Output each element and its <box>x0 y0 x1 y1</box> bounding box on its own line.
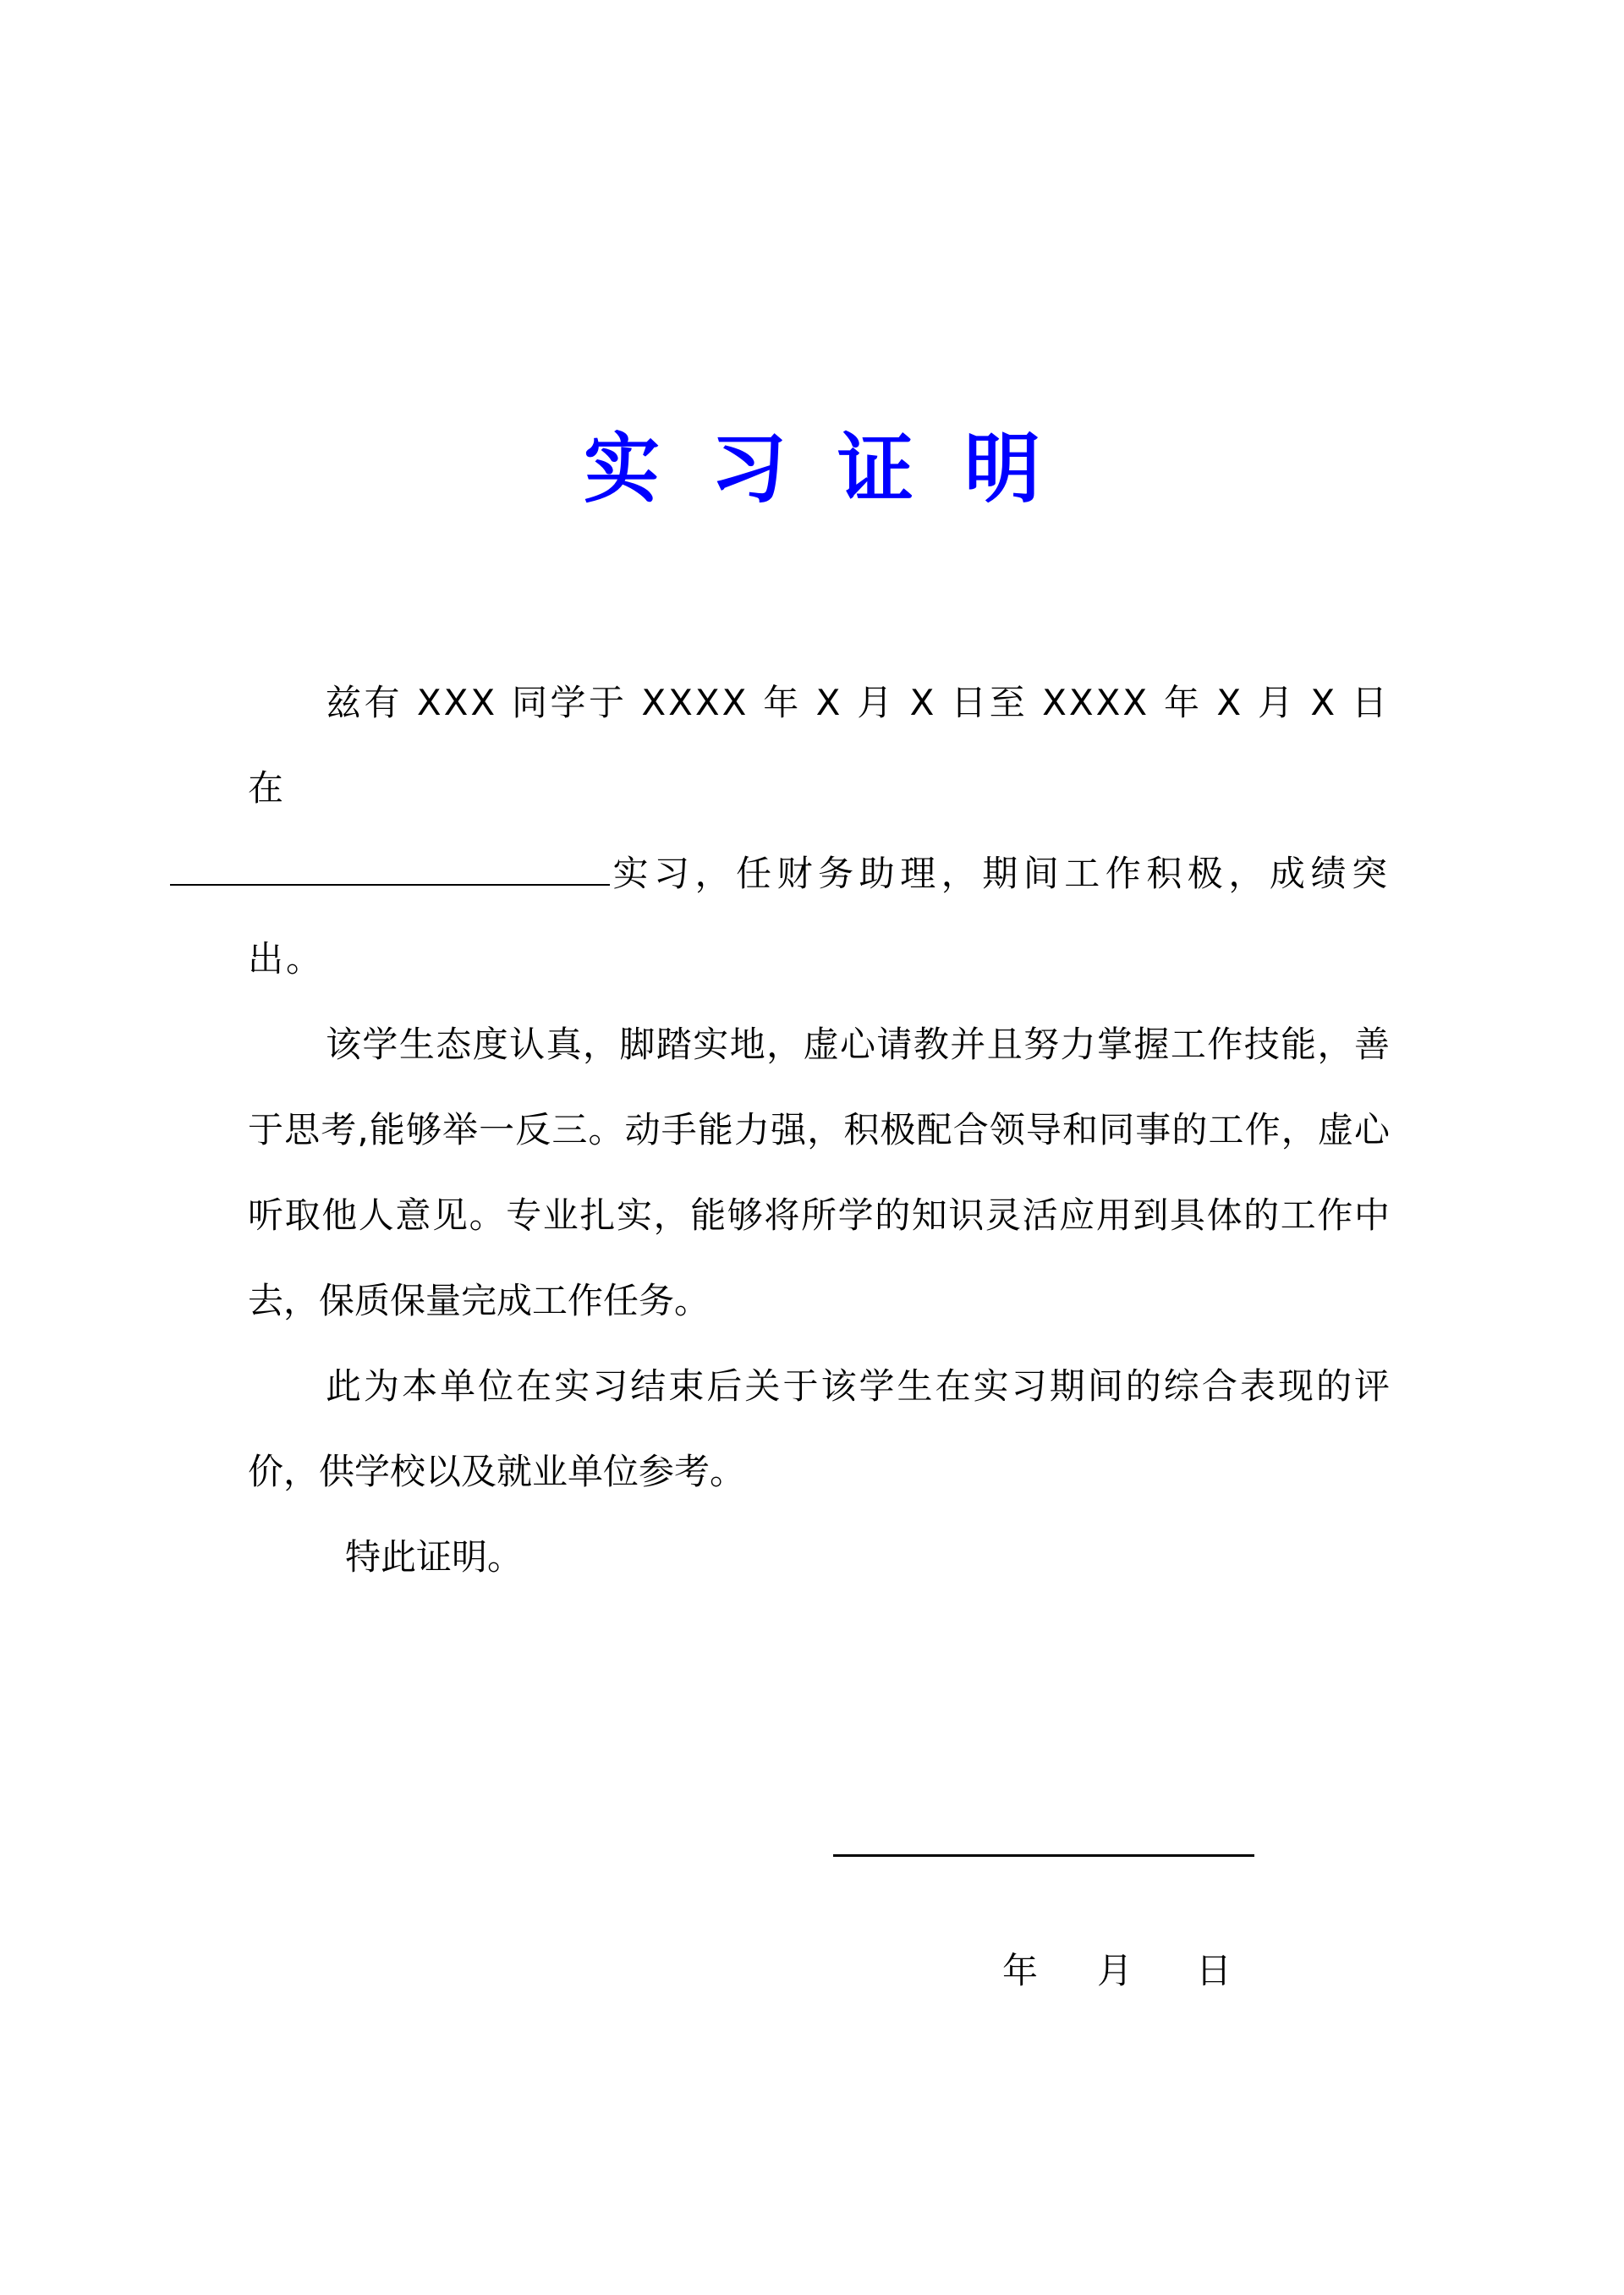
intro-line: 兹有 XXX 同学于 XXXX 年 X 月 X 日至 XXXX 年 X 月 X 日在 <box>248 682 1390 809</box>
paragraph-evaluation: 该学生态度认真，脚踏实地，虚心请教并且努力掌握工作技能，善于思考,能够举一反三。动手能力强，积极配合领导和同事的工作，虚心听取他人意见。专业扎实，能够将所学的知识灵活应用到具体的工作中去，保质保量完成工作任务。 <box>248 1024 1390 1321</box>
signature-date <box>1002 1946 1232 1996</box>
company-blank-field[interactable] <box>170 859 610 886</box>
paragraph-intro <box>248 660 1390 1002</box>
date-month-label: 月 <box>1097 1950 1133 1991</box>
document-body <box>248 660 1390 1600</box>
date-year-label: 年 <box>1002 1950 1039 1991</box>
date-day-label: 日 <box>1196 1950 1232 1991</box>
document-title: 实习证明 <box>584 425 1091 513</box>
intro-continuation: 实习，任财务助理，期间工作积极，成绩突出。 <box>248 853 1390 980</box>
closing-statement: 特此证明。 <box>345 1536 524 1578</box>
signature-line[interactable] <box>833 1854 1254 1857</box>
paragraph-purpose: 此为本单位在实习结束后关于该学生在实习期间的综合表现的评价，供学校以及就业单位参考。 <box>248 1365 1390 1492</box>
